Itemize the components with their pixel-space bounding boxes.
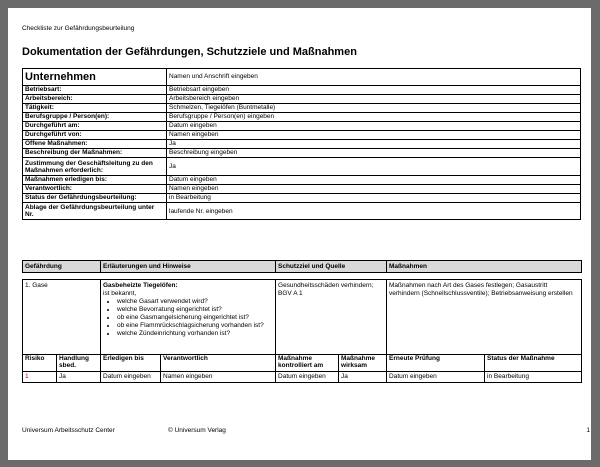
sub-header-risk: Risiko — [23, 355, 57, 372]
responsible-value[interactable]: Namen eingeben — [161, 372, 276, 383]
hazard-cell[interactable]: 1. Gase — [23, 280, 101, 355]
protection-goal-cell[interactable] — [276, 280, 387, 355]
sub-header-due: Erledigen bis — [101, 355, 161, 372]
field-label: Status der Gefährdungsbeurteilung: — [23, 194, 167, 203]
risk-value[interactable]: 1 — [23, 372, 57, 383]
spacer-row — [23, 273, 582, 280]
explanation-cell[interactable] — [101, 280, 276, 355]
field-label: Durchgeführt am: — [23, 122, 167, 131]
explanation-title: Gasbeheizte Tiegelöfen: — [103, 282, 178, 289]
field-value[interactable]: Arbeitsbereich eingeben — [167, 95, 581, 104]
checklist-caption: Checkliste zur Gefährdungsbeurteilung — [22, 25, 135, 32]
field-value[interactable]: in Bearbeitung — [167, 194, 581, 203]
sub-header-status: Status der Maßnahme — [485, 355, 582, 372]
sub-header-effective: Maßnahme wirksam — [339, 355, 387, 372]
field-value[interactable]: Betriebsart eingeben — [167, 86, 581, 95]
list-item: • ob eine Flammrückschlagsicherung vorhanden ist? — [117, 322, 273, 330]
effective-value[interactable]: Ja — [339, 372, 387, 383]
company-info-table — [22, 68, 581, 220]
explanation-intro: ist bekannt, — [103, 290, 137, 297]
field-label: Berufsgruppe / Person(en): — [23, 113, 167, 122]
company-label: Unternehmen — [23, 69, 167, 86]
field-value[interactable]: Ja — [167, 158, 581, 176]
field-value[interactable]: Schmelzen, Tiegelöfen (Buntmetalle) — [167, 104, 581, 113]
sub-header-responsible: Verantwortlich — [161, 355, 276, 372]
list-item: • welche Gasart verwendet wird? — [117, 298, 273, 306]
field-label: Ablage der Gefährdungsbeurteilung unter Nr. — [23, 203, 167, 220]
explanation-list — [103, 298, 273, 338]
checked-value[interactable]: Datum eingeben — [276, 372, 339, 383]
field-label: Offene Maßnahmen: — [23, 140, 167, 149]
field-value[interactable]: laufende Nr. eingeben — [167, 203, 581, 220]
goal-text: Gesundheitsschäden verhindern; — [278, 282, 374, 289]
sub-header-action: Handlung sbed. — [57, 355, 101, 372]
field-label: Zustimmung der Geschäftsleitung zu den Maßnahmen erforderlich: — [23, 158, 167, 176]
document-title: Dokumentation der Gefährdungen, Schutzziele und Maßnahmen — [22, 46, 357, 58]
measures-cell[interactable]: Maßnahmen nach Art des Gases festlegen; Gasaustritt verhindern (Schnellschlussventile); Betriebsanweisung erstellen — [387, 280, 582, 355]
list-item: • welche Bevorratung eingerichtet ist? — [117, 306, 273, 314]
due-value[interactable]: Datum eingeben — [101, 372, 161, 383]
field-value[interactable]: Namen eingeben — [167, 131, 581, 140]
field-value[interactable]: Berufsgruppe / Person(en) eingeben — [167, 113, 581, 122]
list-item: • ob eine Gasmangelsicherung eingerichtet ist? — [117, 314, 273, 322]
company-value[interactable]: Namen und Anschrift eingeben — [167, 69, 581, 86]
footer-publisher: Universum Arbeitsschutz Center — [22, 427, 115, 434]
field-value[interactable]: Ja — [167, 140, 581, 149]
field-label: Durchgeführt von: — [23, 131, 167, 140]
header-protection-goal: Schutzziel und Quelle — [276, 261, 387, 273]
recheck-value[interactable]: Datum eingeben — [387, 372, 485, 383]
sub-header-checked: Maßnahme kontrolliert am — [276, 355, 339, 372]
header-hazard: Gefährdung — [23, 261, 101, 273]
field-label: Betriebsart: — [23, 86, 167, 95]
header-measures: Maßnahmen — [387, 261, 582, 273]
header-explanations: Erläuterungen und Hinweise — [101, 261, 276, 273]
field-label: Maßnahmen erledigen bis: — [23, 176, 167, 185]
field-value[interactable]: Datum eingeben — [167, 122, 581, 131]
footer-copyright: © Universum Verlag — [168, 427, 226, 434]
field-value[interactable]: Namen eingeben — [167, 185, 581, 194]
page-number: 1 — [586, 427, 590, 434]
status-value[interactable]: in Bearbeitung — [485, 372, 582, 383]
hazard-table — [22, 260, 582, 383]
field-value[interactable]: Datum eingeben — [167, 176, 581, 185]
field-value[interactable]: Beschreibung eingeben — [167, 149, 581, 158]
field-label: Arbeitsbereich: — [23, 95, 167, 104]
field-label: Tätigkeit: — [23, 104, 167, 113]
sub-header-recheck: Erneute Prüfung — [387, 355, 485, 372]
action-value[interactable]: Ja — [57, 372, 101, 383]
field-label: Verantwortlich: — [23, 185, 167, 194]
field-label: Beschreibung der Maßnahmen: — [23, 149, 167, 158]
goal-source: BGV A 1 — [278, 290, 303, 297]
list-item: • welche Zündeinrichtung vorhanden ist? — [117, 330, 273, 338]
